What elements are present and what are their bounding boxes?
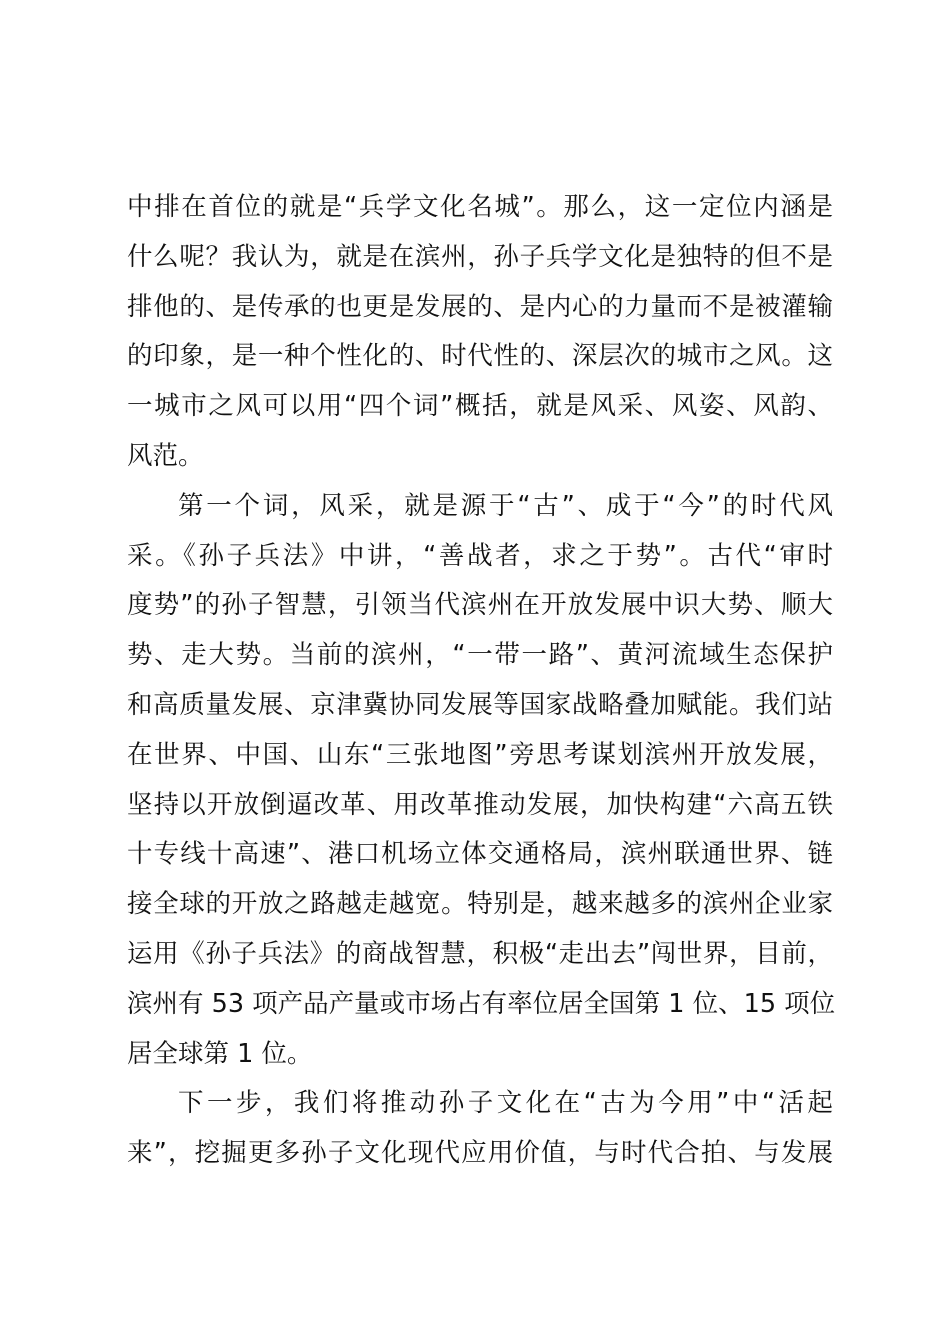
text-line: 中排在首位的就是“兵学文化名城”。那么，这一定位内涵是 [127,192,833,222]
text-line: 风范。 [127,440,204,471]
text-line: 度势”的孙子智慧，引领当代滨州在开放发展中识大势、顺大 [127,590,833,621]
text-line: 和高质量发展、京津冀协同发展等国家战略叠加赋能。我们站 [127,689,833,720]
text-line: 居全球第 1 位。 [127,1038,313,1069]
text-line: 排他的、是传承的也更是发展的、是内心的力量而不是被灌输 [127,291,833,322]
text-line: 采。《孙子兵法》中讲，“善战者，求之于势”。古代“审时 [127,540,833,571]
text-line: 十专线十高速”、港口机场立体交通格局，滨州联通世界、链 [127,839,833,870]
text-line: 的印象，是一种个性化的、时代性的、深层次的城市之风。这 [127,341,833,372]
paragraph-first-line: 第一个词，风采，就是源于“古”、成于“今”的时代风 [178,490,833,521]
paragraph-first-line: 下一步，我们将推动孙子文化在“古为今用”中“活起 [178,1088,833,1119]
text-line: 坚持以开放倒逼改革、用改革推动发展，加快构建“六高五铁 [127,789,833,820]
text-line: 来”，挖掘更多孙子文化现代应用价值，与时代合拍、与发展 [127,1138,833,1169]
text-line: 在世界、中国、山东“三张地图”旁思考谋划滨州开放发展， [127,739,833,770]
text-line: 滨州有 53 项产品产量或市场占有率位居全国第 1 位、15 项位 [127,988,836,1019]
text-line: 一城市之风可以用“四个词”概括，就是风采、风姿、风韵、 [127,391,833,422]
text-line: 运用《孙子兵法》的商战智慧，积极“走出去”闯世界，目前， [127,938,833,969]
text-line: 什么呢？我认为，就是在滨州，孙子兵学文化是独特的但不是 [127,241,833,272]
document-body [127,183,836,1179]
text-line: 接全球的开放之路越走越宽。特别是，越来越多的滨州企业家 [127,889,833,920]
text-line: 势、走大势。当前的滨州，“一带一路”、黄河流域生态保护 [127,640,833,671]
